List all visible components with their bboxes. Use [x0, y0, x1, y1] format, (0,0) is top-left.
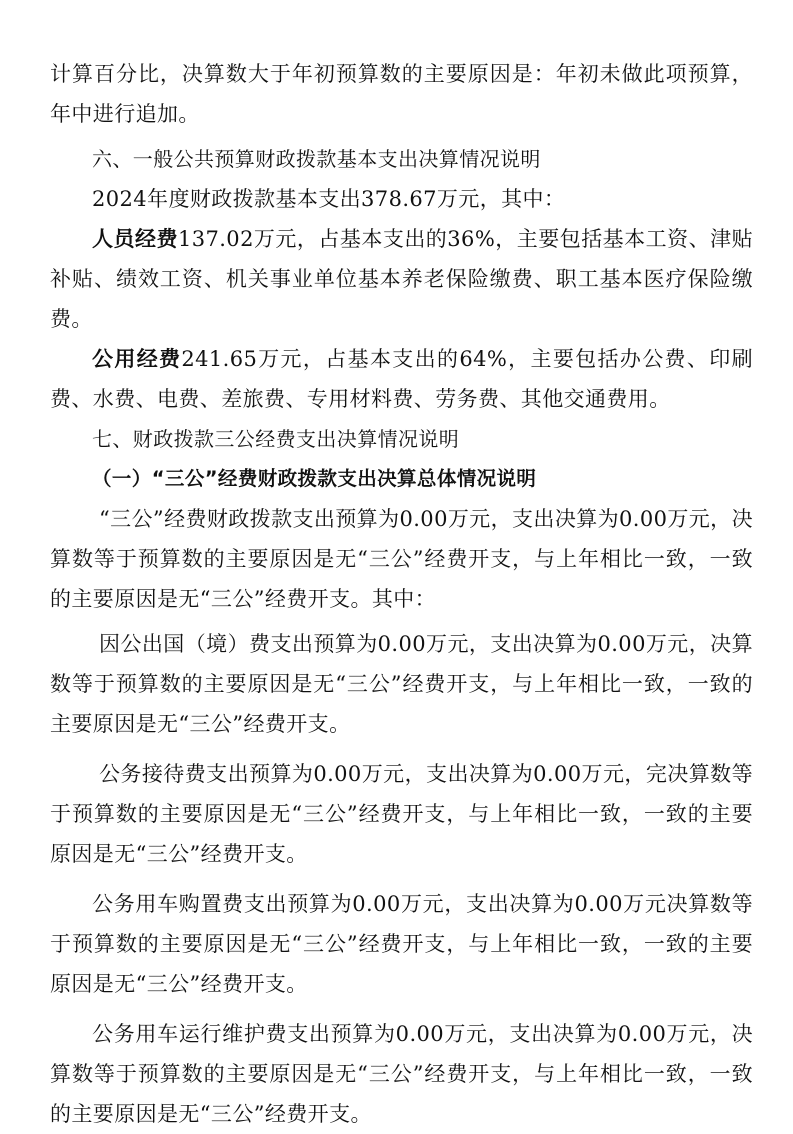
- paragraph-vehicle-operation: 公务用车运行维护费支出预算为0.00万元，支出决算为0.00万元，决算数等于预算数的主要原因是无“三公”经费开支，与上年相比一致，一致的主要原因是无“三公”经费开支。: [50, 1022, 753, 1126]
- paragraph-vehicle-purchase: 公务用车购置费支出预算为0.00万元，支出决算为0.00万元决算数等于预算数的主要原因是无“三公”经费开支，与上年相比一致，一致的主要原因是无“三公”经费开支。: [50, 892, 753, 996]
- paragraph-continuation: 计算百分比，决算数大于年初预算数的主要原因是：年初未做此项预算，年中进行追加。: [50, 62, 753, 126]
- personnel-cost-text: 137.02万元，占基本支出的36%，主要包括基本工资、津贴补贴、绩效工资、机关事业单位基本养老保险缴费、职工基本医疗保险缴费。: [50, 227, 753, 331]
- paragraph-basic-expenditure: 2024年度财政拨款基本支出378.67万元，其中：: [92, 187, 566, 211]
- paragraph-personnel-cost: [50, 219, 753, 339]
- section-heading-6: 六、一般公共预算财政拨款基本支出决算情况说明: [92, 147, 541, 171]
- paragraph-three-public-total: “三公”经费财政拨款支出预算为0.00万元，支出决算为0.00万元，决算数等于预算数的主要原因是无“三公”经费开支，与上年相比一致，一致的主要原因是无“三公”经费开支。其中：: [50, 507, 753, 611]
- paragraph-public-cost: [50, 339, 753, 419]
- section-heading-7: 七、财政拨款三公经费支出决算情况说明: [92, 427, 460, 451]
- paragraph-reception: 公务接待费支出预算为0.00万元，支出决算为0.00万元，完决算数等于预算数的主要原因是无“三公”经费开支，与上年相比一致，一致的主要原因是无“三公”经费开支。: [50, 762, 753, 866]
- public-cost-label: 公用经费: [92, 347, 182, 371]
- paragraph-overseas-travel: 因公出国（境）费支出预算为0.00万元，支出决算为0.00万元，决算数等于预算数的主要原因是无“三公”经费开支，与上年相比一致，一致的主要原因是无“三公”经费开支。: [50, 632, 753, 736]
- subsection-heading-7-1: （一）“三公”经费财政拨款支出决算总体情况说明: [92, 467, 537, 490]
- public-cost-text: 241.65万元，占基本支出的64%，主要包括办公费、印刷费、水费、电费、差旅费、专用材料费、劳务费、其他交通费用。: [50, 347, 753, 411]
- personnel-cost-label: 人员经费: [92, 227, 178, 251]
